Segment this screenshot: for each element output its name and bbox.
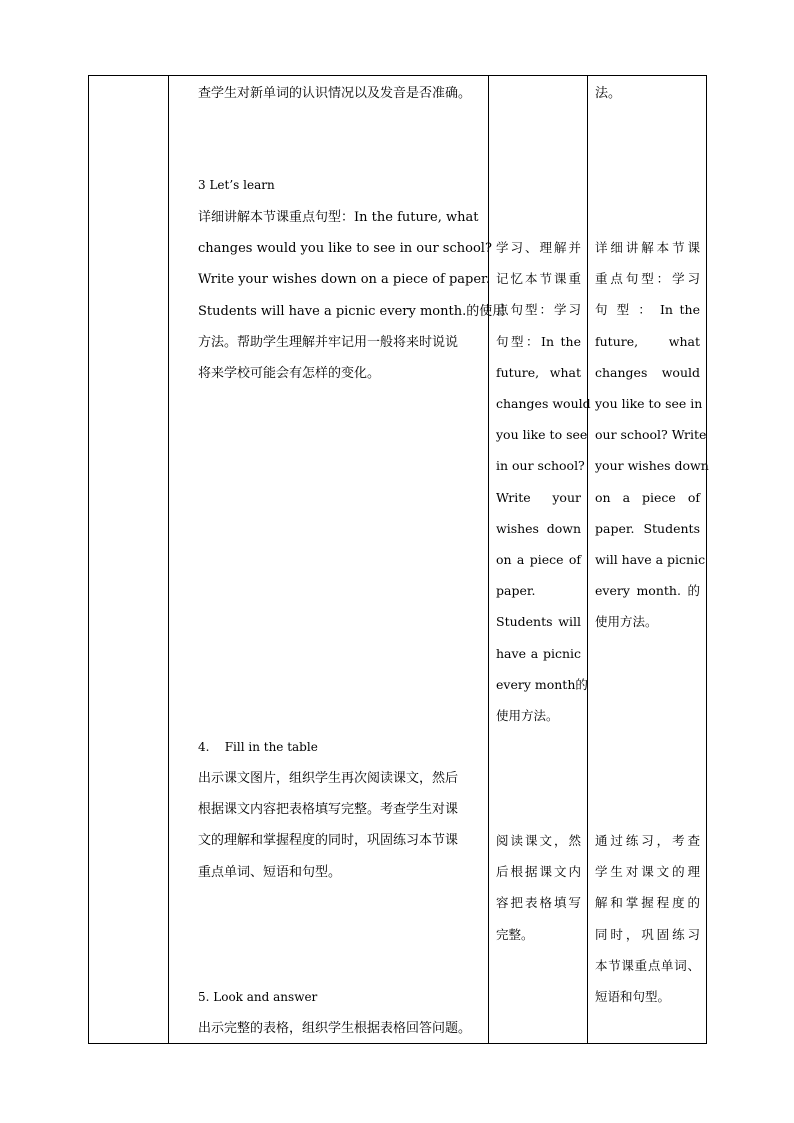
col2-block-lets-learn — [198, 202, 506, 389]
col3-line: 完整。 — [496, 926, 534, 942]
column-divider-3 — [587, 76, 588, 1043]
col2-line: changes would you like to see in our school? — [198, 241, 492, 257]
col3-line: every month的 — [496, 676, 588, 692]
col4-line: on a piece of — [595, 489, 700, 505]
column-divider-2 — [488, 76, 489, 1043]
col3-line: paper. — [496, 583, 536, 599]
col2-heading-look-answer: 5. Look and answer — [198, 990, 318, 1004]
col4-line: 句 型 ： In the — [595, 302, 700, 318]
col3-line: in our school? — [496, 458, 585, 474]
col2-line: Students will have a picnic every month.的使用 — [198, 303, 506, 319]
col3-line: future, what — [496, 364, 581, 380]
col2-line: 方法。帮助学生理解并牢记用一般将来时说说 — [198, 334, 459, 350]
col2-line: Write your wishes down on a piece of paper. — [198, 272, 490, 288]
col4-line: our school? Write — [595, 427, 707, 443]
column-divider-1 — [168, 76, 169, 1043]
col4-block-lets-learn — [595, 232, 709, 638]
col4-line-top: 法。 — [595, 86, 622, 101]
col3-line: Students will — [496, 614, 581, 630]
col3-line: Write your — [496, 489, 581, 505]
col2-line: 重点单词、短语和句型。 — [198, 864, 342, 880]
col3-line: changes would — [496, 396, 591, 412]
col4-line: every month. 的 — [595, 583, 700, 599]
col2-line: 详细讲解本节课重点句型：In the future, what — [198, 210, 479, 225]
col4-line: paper. Students — [595, 520, 700, 536]
col3-line: you like to see — [496, 427, 588, 443]
col3-line: 句型：In the — [496, 333, 581, 349]
col4-line: your wishes down — [595, 458, 709, 474]
col2-heading-fill-table: 4. Fill in the table — [198, 740, 318, 754]
col4-line: will have a picnic — [595, 552, 706, 568]
col3-line: 点句型：学习 — [496, 302, 581, 318]
col3-line: 后根据课文内 — [496, 864, 581, 880]
col2-line: 出示课文图片，组织学生再次阅读课文，然后 — [198, 771, 459, 786]
col2-line: 将来学校可能会有怎样的变化。 — [198, 366, 381, 382]
col4-line: 重点句型：学习 — [595, 271, 700, 287]
col2-block-fill-table — [198, 763, 480, 888]
col3-line: wishes down — [496, 520, 581, 536]
col2-line: 根据课文内容把表格填写完整。考查学生对课 — [198, 802, 459, 818]
col4-line: 学生对课文的理 — [595, 864, 700, 880]
col4-line: 通过练习，考查 — [595, 833, 700, 848]
col4-line: 短语和句型。 — [595, 989, 671, 1005]
col3-line: 学习、理解并 — [496, 240, 581, 255]
col4-line: future, what — [595, 333, 700, 349]
col4-line: you like to see in — [595, 396, 703, 412]
col3-line: 使用方法。 — [496, 708, 559, 724]
col2-line: 文的理解和掌握程度的同时，巩固练习本节课 — [198, 833, 459, 849]
col2-line-intro: 查学生对新单词的认识情况以及发音是否准确。 — [198, 86, 472, 101]
col4-line: 同时，巩固练习 — [595, 926, 700, 942]
col3-line: on a piece of — [496, 552, 581, 568]
col4-line: 本节课重点单词、 — [595, 957, 700, 973]
col3-line: 记忆本节课重 — [496, 271, 581, 287]
col4-line: 详细讲解本节课 — [595, 240, 700, 255]
col4-line: changes would — [595, 364, 700, 380]
col3-block-lets-learn — [496, 232, 591, 731]
col3-line: 阅读课文，然 — [496, 833, 581, 848]
col2-heading-lets-learn: 3 Let’s learn — [198, 178, 275, 192]
col4-line: 解和掌握程度的 — [595, 895, 700, 911]
col3-block-fill-table — [496, 825, 581, 950]
col3-line: have a picnic — [496, 645, 581, 661]
col2-line-look-answer: 出示完整的表格，组织学生根据表格回答问题。 — [198, 1021, 472, 1036]
col4-line: 使用方法。 — [595, 614, 658, 630]
col3-line: 容把表格填写 — [496, 895, 581, 911]
col4-block-fill-table — [595, 825, 700, 1012]
